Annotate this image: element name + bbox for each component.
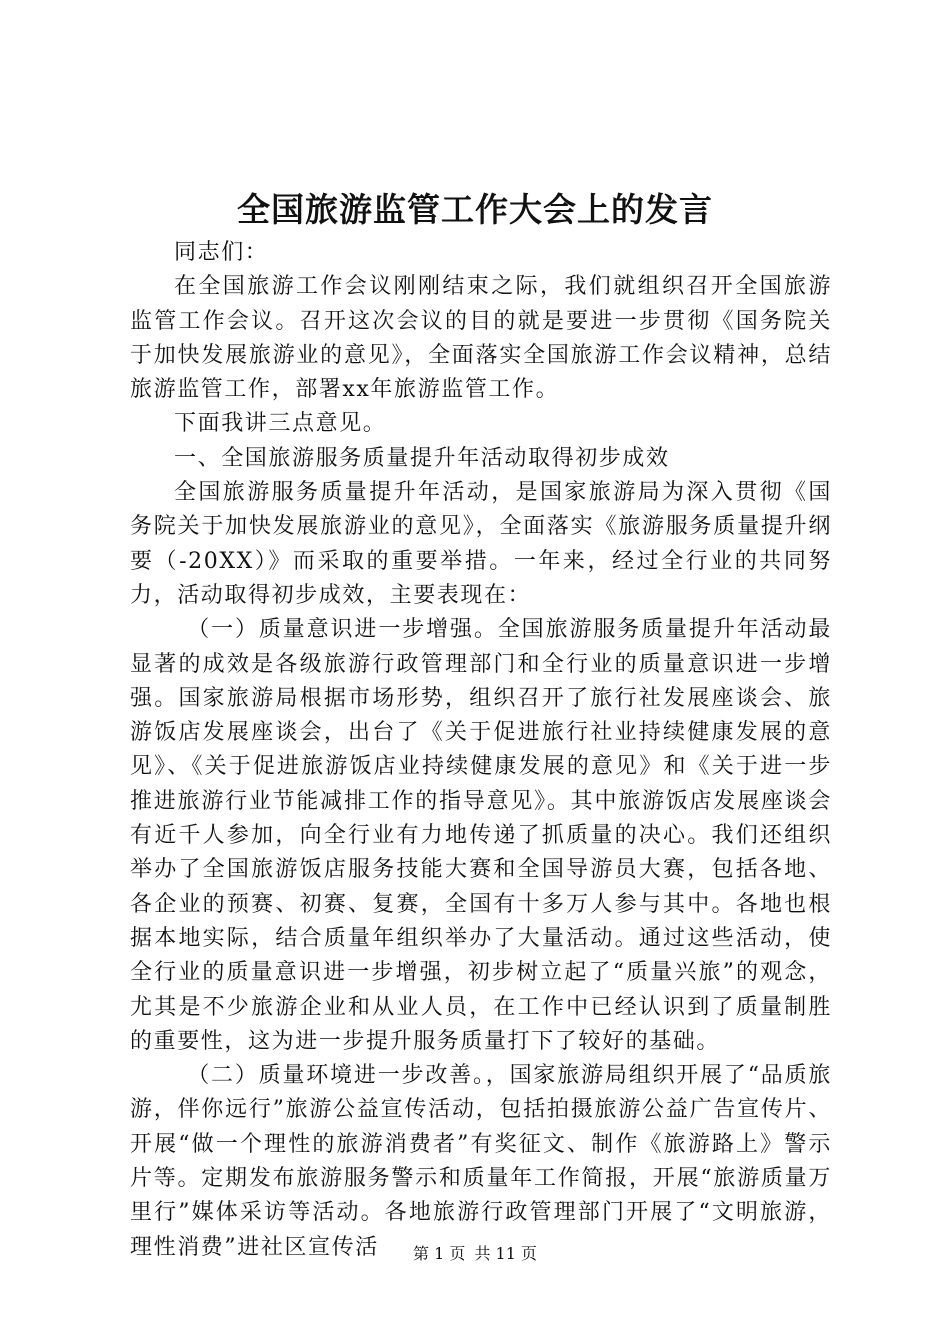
page-number: 第 1 页 xyxy=(413,1244,466,1263)
section-heading-1: 一、全国旅游服务质量提升年活动取得初步成效 xyxy=(174,445,670,471)
paragraph-intro: 在全国旅游工作会议刚刚结束之际，我们就组织召开全国旅游监管工作会议。召开这次会议的目的就是要进一步贯彻《国务院关于加快发展旅游业的意见》，全面落实全国旅游工作会议精神，总结旅游监管工作，部署xx年旅游监管工作。 xyxy=(130,274,832,403)
paragraph-subsection-2: （二）质量环境进一步改善。，国家旅游局组织开展了“品质旅游，伴你远行”旅游公益宣传活动，包括拍摄旅游公益广告宣传片、开展“做一个理性的旅游消费者”有奖征文、制作《旅游路上》警示片等。定期发布旅游服务警示和质量年工作简报，开展“旅游质量万里行”媒体采访等活动。各地旅游行政管理部门开展了“文明旅游，理性消费”进社区宣传活 xyxy=(130,1063,832,1260)
paragraph-section-1: 全国旅游服务质量提升年活动，是国家旅游局为深入贯彻《国务院关于加快发展旅游业的意见》，全面落实《旅游服务质量提升纲要（-20XX）》而采取的重要举措。一年来，经过全行业的共同努力，活动取得初步成效，主要表现在： xyxy=(130,480,832,608)
document-title: 全国旅游监管工作大会上的发言 xyxy=(237,190,713,229)
salutation: 同志们： xyxy=(174,240,269,265)
paragraph-transition: 下面我讲三点意见。 xyxy=(174,411,387,437)
page-total: 共 11 页 xyxy=(474,1244,537,1263)
paragraph-subsection-1: （一）质量意识进一步增强。全国旅游服务质量提升年活动最显著的成效是各级旅游行政管理部门和全行业的质量意识进一步增强。国家旅游局根据市场形势，组织召开了旅行社发展座谈会、旅游饭店发展座谈会，出台了《关于促进旅行社业持续健康发展的意见》、《关于促进旅游饭店业持续健康发展的意见》和《关于进一步推进旅游行业节能减排工作的指导意见》。其中旅游饭店发展座谈会有近千人参加，向全行业有力地传递了抓质量的决心。我们还组织举办了全国旅游饭店服务技能大赛和全国导游员大赛，包括各地、各企业的预赛、初赛、复赛，全国有十多万人参与其中。各地也根据本地实际，结合质量年组织举办了大量活动。通过这些活动，使全行业的质量意识进一步增强，初步树立起了“质量兴旅”的观念，尤其是不少旅游企业和从业人员，在工作中已经认识到了质量制胜的重要性，这为进一步提升服务质量打下了较好的基础。 xyxy=(130,617,832,1054)
page-footer xyxy=(0,1243,950,1265)
document-body xyxy=(130,236,832,1265)
